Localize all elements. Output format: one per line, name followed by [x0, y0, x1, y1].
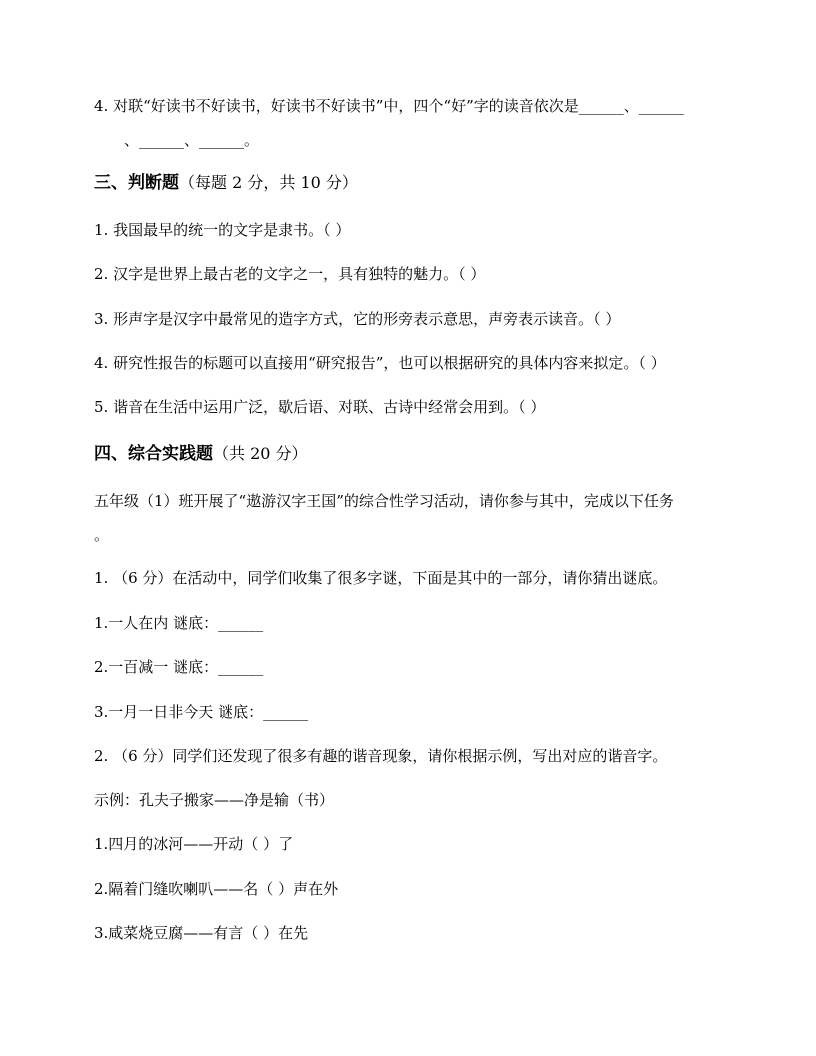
- section-3-note: （每题 2 分，共 10 分）: [179, 173, 358, 192]
- riddle-2: 2.一百减一 谜底：______: [94, 658, 264, 676]
- section-4-note: （共 20 分）: [213, 444, 308, 463]
- homophone-item-2: 2.隔着门缝吹喇叭——名（ ）声在外: [94, 880, 339, 898]
- homophone-item-3: 3.咸菜烧豆腐——有言（ ）在先: [94, 924, 309, 942]
- section-4-intro-line-1: 五年级（1）班开展了“遨游汉字王国”的综合性学习活动，请你参与其中，完成以下任务: [94, 492, 674, 510]
- section-4-title: 四、综合实践题: [94, 444, 213, 464]
- practice-question-2: 2. （6 分）同学们还发现了很多有趣的谐音现象，请你根据示例，写出对应的谐音字。: [94, 747, 668, 765]
- question-4-line-2: 、______、______。: [124, 131, 260, 149]
- judgment-item-4: 4. 研究性报告的标题可以直接用“研究报告”，也可以根据研究的具体内容来拟定。（ ）: [94, 354, 666, 372]
- riddle-3: 3.一月一日非今天 谜底：______: [94, 703, 309, 721]
- judgment-item-5: 5. 谐音在生活中运用广泛，歇后语、对联、古诗中经常会用到。（ ）: [94, 398, 546, 416]
- section-3-heading: [94, 172, 358, 194]
- riddle-1: 1.一人在内 谜底：______: [94, 614, 264, 632]
- practice-question-1: 1. （6 分）在活动中，同学们收集了很多字谜，下面是其中的一部分，请你猜出谜底。: [94, 569, 668, 587]
- homophone-example: 示例：孔夫子搬家——净是输（书）: [94, 791, 335, 809]
- section-4-heading: [94, 443, 308, 465]
- judgment-item-1: 1. 我国最早的统一的文字是隶书。（ ）: [94, 221, 351, 239]
- section-3-title: 三、判断题: [94, 173, 179, 193]
- section-4-intro-line-2: 。: [94, 526, 110, 544]
- homophone-item-1: 1.四月的冰河——开动（ ）了: [94, 835, 294, 853]
- question-4-line-1: 4. 对联“好读书不好读书，好读书不好读书”中，四个“好”字的读音依次是______、______: [94, 97, 684, 115]
- judgment-item-3: 3. 形声字是汉字中最常见的造字方式，它的形旁表示意思，声旁表示读音。（ ）: [94, 310, 621, 328]
- judgment-item-2: 2. 汉字是世界上最古老的文字之一，具有独特的魅力。（ ）: [94, 265, 486, 283]
